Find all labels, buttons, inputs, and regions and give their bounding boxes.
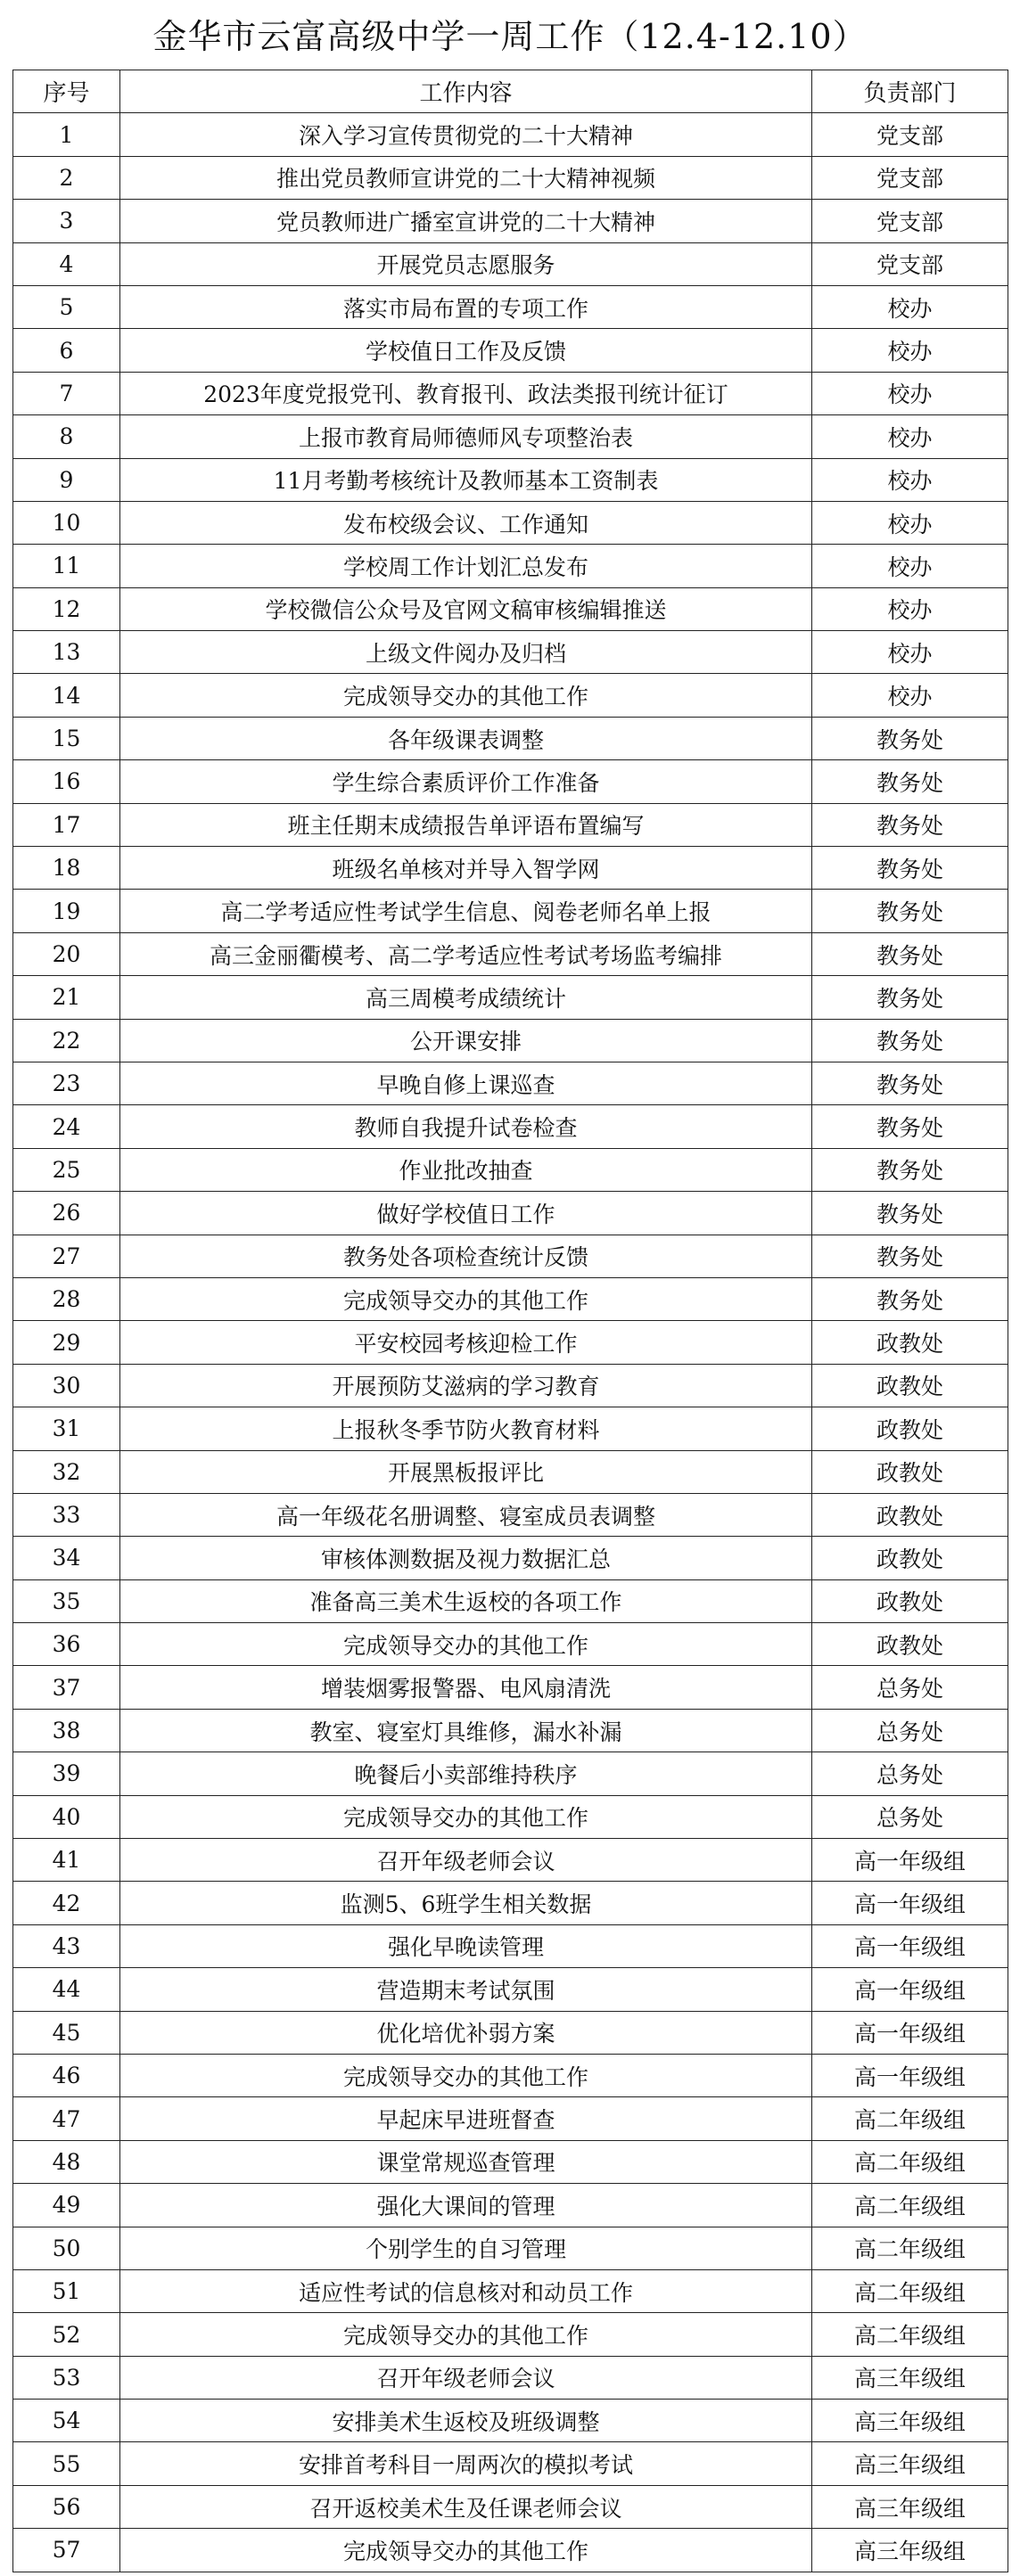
- cell-department: 政教处: [812, 1493, 1008, 1536]
- cell-number: 49: [13, 2184, 120, 2227]
- cell-number: 11: [13, 545, 120, 587]
- cell-number: 7: [13, 372, 120, 414]
- table-row: [13, 1968, 1008, 2011]
- cell-task: 党员教师进广播室宣讲党的二十大精神: [120, 200, 812, 242]
- cell-task: 召开年级老师会议: [120, 1839, 812, 1882]
- table-row: [13, 1924, 1008, 1967]
- cell-number: 12: [13, 587, 120, 630]
- cell-number: 15: [13, 717, 120, 759]
- cell-task: 监测5、6班学生相关数据: [120, 1882, 812, 1924]
- cell-number: 30: [13, 1364, 120, 1407]
- cell-number: 21: [13, 976, 120, 1019]
- cell-department: 政教处: [812, 1364, 1008, 1407]
- cell-task: 落实市局布置的专项工作: [120, 285, 812, 328]
- table-row: [13, 760, 1008, 803]
- cell-number: 25: [13, 1148, 120, 1191]
- cell-number: 22: [13, 1019, 120, 1062]
- cell-department: 高二年级组: [812, 2184, 1008, 2227]
- table-row: [13, 1709, 1008, 1752]
- table-row: [13, 1537, 1008, 1579]
- cell-number: 29: [13, 1321, 120, 1364]
- table-row: [13, 890, 1008, 932]
- cell-number: 18: [13, 847, 120, 890]
- cell-task: 个别学生的自习管理: [120, 2227, 812, 2269]
- cell-task: 完成领导交办的其他工作: [120, 1623, 812, 1666]
- cell-task: 安排美术生返校及班级调整: [120, 2400, 812, 2442]
- cell-task: 高三周模考成绩统计: [120, 976, 812, 1019]
- cell-task: 召开返校美术生及任课老师会议: [120, 2485, 812, 2528]
- cell-department: 校办: [812, 545, 1008, 587]
- table-row: [13, 1493, 1008, 1536]
- cell-department: 总务处: [812, 1795, 1008, 1838]
- cell-department: 政教处: [812, 1579, 1008, 1622]
- cell-task: 深入学习宣传贯彻党的二十大精神: [120, 113, 812, 156]
- table-row: [13, 1235, 1008, 1277]
- cell-department: 总务处: [812, 1752, 1008, 1795]
- cell-task: 增装烟雾报警器、电风扇清洗: [120, 1666, 812, 1709]
- cell-department: 教务处: [812, 1105, 1008, 1148]
- cell-task: 教务处各项检查统计反馈: [120, 1235, 812, 1277]
- cell-number: 52: [13, 2313, 120, 2356]
- table-row: [13, 803, 1008, 846]
- cell-task: 公开课安排: [120, 1019, 812, 1062]
- page-title: 金华市云富高级中学一周工作（12.4-12.10）: [152, 17, 868, 56]
- cell-department: 高一年级组: [812, 1882, 1008, 1924]
- cell-number: 47: [13, 2097, 120, 2140]
- cell-department: 校办: [812, 329, 1008, 372]
- cell-number: 36: [13, 1623, 120, 1666]
- table-row: [13, 1623, 1008, 1666]
- cell-number: 14: [13, 674, 120, 717]
- cell-department: 校办: [812, 587, 1008, 630]
- table-row: [13, 1579, 1008, 1622]
- table-row: [13, 2400, 1008, 2442]
- cell-department: 高一年级组: [812, 2011, 1008, 2054]
- cell-department: 党支部: [812, 242, 1008, 285]
- cell-department: 高二年级组: [812, 2227, 1008, 2269]
- cell-task: 准备高三美术生返校的各项工作: [120, 1579, 812, 1622]
- cell-number: 28: [13, 1277, 120, 1320]
- header-task: 工作内容: [120, 70, 812, 113]
- cell-department: 教务处: [812, 847, 1008, 890]
- cell-number: 44: [13, 1968, 120, 2011]
- cell-task: 优化培优补弱方案: [120, 2011, 812, 2054]
- header-number: 序号: [13, 70, 120, 113]
- cell-task: 发布校级会议、工作通知: [120, 501, 812, 544]
- cell-task: 上报市教育局师德师风专项整治表: [120, 415, 812, 458]
- table-row: [13, 587, 1008, 630]
- cell-number: 41: [13, 1839, 120, 1882]
- cell-number: 43: [13, 1924, 120, 1967]
- table-row: [13, 976, 1008, 1019]
- table-row: [13, 1277, 1008, 1320]
- cell-number: 40: [13, 1795, 120, 1838]
- cell-task: 安排首考科目一周两次的模拟考试: [120, 2442, 812, 2485]
- cell-task: 完成领导交办的其他工作: [120, 2313, 812, 2356]
- cell-task: 学校值日工作及反馈: [120, 329, 812, 372]
- cell-department: 教务处: [812, 932, 1008, 975]
- cell-department: 教务处: [812, 1148, 1008, 1191]
- cell-department: 党支部: [812, 113, 1008, 156]
- cell-number: 6: [13, 329, 120, 372]
- cell-number: 16: [13, 760, 120, 803]
- cell-department: 政教处: [812, 1623, 1008, 1666]
- cell-task: 审核体测数据及视力数据汇总: [120, 1537, 812, 1579]
- cell-department: 高三年级组: [812, 2356, 1008, 2399]
- cell-task: 课堂常规巡查管理: [120, 2140, 812, 2183]
- weekly-work-table: [12, 70, 1008, 2572]
- cell-number: 20: [13, 932, 120, 975]
- cell-task: 做好学校值日工作: [120, 1192, 812, 1235]
- cell-task: 召开年级老师会议: [120, 2356, 812, 2399]
- table-row: [13, 458, 1008, 501]
- cell-task: 各年级课表调整: [120, 717, 812, 759]
- cell-number: 34: [13, 1537, 120, 1579]
- cell-department: 高三年级组: [812, 2400, 1008, 2442]
- cell-number: 37: [13, 1666, 120, 1709]
- cell-number: 55: [13, 2442, 120, 2485]
- table-row: [13, 932, 1008, 975]
- header-department: 负责部门: [812, 70, 1008, 113]
- table-row: [13, 1666, 1008, 1709]
- table-row: [13, 1450, 1008, 1493]
- cell-task: 完成领导交办的其他工作: [120, 674, 812, 717]
- table-row: [13, 545, 1008, 587]
- cell-department: 政教处: [812, 1321, 1008, 1364]
- cell-number: 45: [13, 2011, 120, 2054]
- cell-task: 学校微信公众号及官网文稿审核编辑推送: [120, 587, 812, 630]
- table-row: [13, 372, 1008, 414]
- cell-task: 班主任期末成绩报告单评语布置编写: [120, 803, 812, 846]
- cell-task: 班级名单核对并导入智学网: [120, 847, 812, 890]
- cell-department: 高三年级组: [812, 2529, 1008, 2572]
- cell-department: 教务处: [812, 1062, 1008, 1104]
- cell-task: 高三金丽衢模考、高二学考适应性考试考场监考编排: [120, 932, 812, 975]
- table-row: [13, 1321, 1008, 1364]
- cell-number: 19: [13, 890, 120, 932]
- cell-department: 校办: [812, 501, 1008, 544]
- cell-task: 适应性考试的信息核对和动员工作: [120, 2269, 812, 2312]
- table-row: [13, 1062, 1008, 1104]
- cell-task: 11月考勤考核统计及教师基本工资制表: [120, 458, 812, 501]
- cell-department: 教务处: [812, 1019, 1008, 1062]
- table-row: [13, 1364, 1008, 1407]
- table-row: [13, 113, 1008, 156]
- table-row: [13, 501, 1008, 544]
- cell-task: 开展预防艾滋病的学习教育: [120, 1364, 812, 1407]
- table-row: [13, 242, 1008, 285]
- cell-number: 57: [13, 2529, 120, 2572]
- cell-department: 校办: [812, 458, 1008, 501]
- cell-department: 教务处: [812, 1235, 1008, 1277]
- cell-department: 高一年级组: [812, 2054, 1008, 2096]
- cell-number: 4: [13, 242, 120, 285]
- cell-department: 党支部: [812, 200, 1008, 242]
- cell-task: 开展黑板报评比: [120, 1450, 812, 1493]
- cell-task: 营造期末考试氛围: [120, 1968, 812, 2011]
- table-body: [13, 113, 1008, 2572]
- table-row: [13, 2097, 1008, 2140]
- cell-task: 高二学考适应性考试学生信息、阅卷老师名单上报: [120, 890, 812, 932]
- cell-department: 校办: [812, 372, 1008, 414]
- cell-department: 高一年级组: [812, 1924, 1008, 1967]
- cell-department: 教务处: [812, 717, 1008, 759]
- cell-number: 23: [13, 1062, 120, 1104]
- table-row: [13, 1882, 1008, 1924]
- cell-department: 教务处: [812, 760, 1008, 803]
- cell-number: 8: [13, 415, 120, 458]
- cell-task: 教师自我提升试卷检查: [120, 1105, 812, 1148]
- table-row: [13, 2184, 1008, 2227]
- cell-task: 晚餐后小卖部维持秩序: [120, 1752, 812, 1795]
- cell-department: 教务处: [812, 803, 1008, 846]
- cell-task: 学生综合素质评价工作准备: [120, 760, 812, 803]
- table-row: [13, 156, 1008, 199]
- table-row: [13, 717, 1008, 759]
- cell-department: 党支部: [812, 156, 1008, 199]
- cell-department: 校办: [812, 674, 1008, 717]
- cell-task: 强化早晚读管理: [120, 1924, 812, 1967]
- cell-task: 推出党员教师宣讲党的二十大精神视频: [120, 156, 812, 199]
- cell-number: 13: [13, 631, 120, 674]
- table-row: [13, 2313, 1008, 2356]
- table-row: [13, 1752, 1008, 1795]
- cell-number: 54: [13, 2400, 120, 2442]
- cell-department: 总务处: [812, 1666, 1008, 1709]
- table-row: [13, 2011, 1008, 2054]
- cell-task: 平安校园考核迎检工作: [120, 1321, 812, 1364]
- cell-department: 校办: [812, 285, 1008, 328]
- table-row: [13, 1839, 1008, 1882]
- table-row: [13, 2140, 1008, 2183]
- cell-number: 26: [13, 1192, 120, 1235]
- cell-number: 39: [13, 1752, 120, 1795]
- cell-number: 32: [13, 1450, 120, 1493]
- cell-number: 48: [13, 2140, 120, 2183]
- cell-number: 9: [13, 458, 120, 501]
- cell-number: 1: [13, 113, 120, 156]
- table-row: [13, 2356, 1008, 2399]
- cell-department: 校办: [812, 415, 1008, 458]
- table-row: [13, 2054, 1008, 2096]
- table-row: [13, 1019, 1008, 1062]
- table-row: [13, 2529, 1008, 2572]
- cell-department: 高一年级组: [812, 1968, 1008, 2011]
- cell-department: 高三年级组: [812, 2442, 1008, 2485]
- cell-task: 上级文件阅办及归档: [120, 631, 812, 674]
- cell-department: 教务处: [812, 1277, 1008, 1320]
- cell-department: 高三年级组: [812, 2485, 1008, 2528]
- table-row: [13, 1795, 1008, 1838]
- cell-number: 27: [13, 1235, 120, 1277]
- table-header-row: [13, 70, 1008, 113]
- cell-number: 31: [13, 1407, 120, 1450]
- cell-task: 上报秋冬季节防火教育材料: [120, 1407, 812, 1450]
- cell-task: 完成领导交办的其他工作: [120, 1277, 812, 1320]
- cell-department: 高二年级组: [812, 2269, 1008, 2312]
- table-row: [13, 1148, 1008, 1191]
- table-row: [13, 847, 1008, 890]
- cell-task: 教室、寝室灯具维修，漏水补漏: [120, 1709, 812, 1752]
- cell-department: 高二年级组: [812, 2097, 1008, 2140]
- cell-department: 教务处: [812, 890, 1008, 932]
- cell-task: 学校周工作计划汇总发布: [120, 545, 812, 587]
- cell-number: 2: [13, 156, 120, 199]
- table-row: [13, 1407, 1008, 1450]
- cell-department: 高二年级组: [812, 2313, 1008, 2356]
- cell-number: 51: [13, 2269, 120, 2312]
- cell-task: 2023年度党报党刊、教育报刊、政法类报刊统计征订: [120, 372, 812, 414]
- table-row: [13, 631, 1008, 674]
- cell-department: 政教处: [812, 1537, 1008, 1579]
- table-row: [13, 415, 1008, 458]
- cell-task: 作业批改抽查: [120, 1148, 812, 1191]
- cell-department: 校办: [812, 631, 1008, 674]
- cell-department: 高一年级组: [812, 1839, 1008, 1882]
- cell-number: 50: [13, 2227, 120, 2269]
- table-row: [13, 329, 1008, 372]
- table-row: [13, 2269, 1008, 2312]
- table-row: [13, 285, 1008, 328]
- cell-number: 17: [13, 803, 120, 846]
- table-row: [13, 200, 1008, 242]
- table-row: [13, 2442, 1008, 2485]
- cell-task: 高一年级花名册调整、寝室成员表调整: [120, 1493, 812, 1536]
- cell-department: 政教处: [812, 1450, 1008, 1493]
- cell-number: 3: [13, 200, 120, 242]
- cell-department: 政教处: [812, 1407, 1008, 1450]
- table-row: [13, 674, 1008, 717]
- cell-task: 完成领导交办的其他工作: [120, 2529, 812, 2572]
- table-row: [13, 2485, 1008, 2528]
- cell-number: 10: [13, 501, 120, 544]
- cell-number: 46: [13, 2054, 120, 2096]
- cell-task: 早晚自修上课巡查: [120, 1062, 812, 1104]
- table-row: [13, 2227, 1008, 2269]
- cell-number: 42: [13, 1882, 120, 1924]
- cell-number: 35: [13, 1579, 120, 1622]
- cell-number: 53: [13, 2356, 120, 2399]
- cell-task: 完成领导交办的其他工作: [120, 2054, 812, 2096]
- cell-department: 教务处: [812, 976, 1008, 1019]
- cell-department: 教务处: [812, 1192, 1008, 1235]
- cell-task: 完成领导交办的其他工作: [120, 1795, 812, 1838]
- cell-number: 38: [13, 1709, 120, 1752]
- cell-task: 开展党员志愿服务: [120, 242, 812, 285]
- cell-number: 5: [13, 285, 120, 328]
- cell-number: 24: [13, 1105, 120, 1148]
- cell-department: 高二年级组: [812, 2140, 1008, 2183]
- cell-task: 早起床早进班督查: [120, 2097, 812, 2140]
- table-row: [13, 1105, 1008, 1148]
- cell-number: 33: [13, 1493, 120, 1536]
- cell-department: 总务处: [812, 1709, 1008, 1752]
- cell-number: 56: [13, 2485, 120, 2528]
- cell-task: 强化大课间的管理: [120, 2184, 812, 2227]
- table-row: [13, 1192, 1008, 1235]
